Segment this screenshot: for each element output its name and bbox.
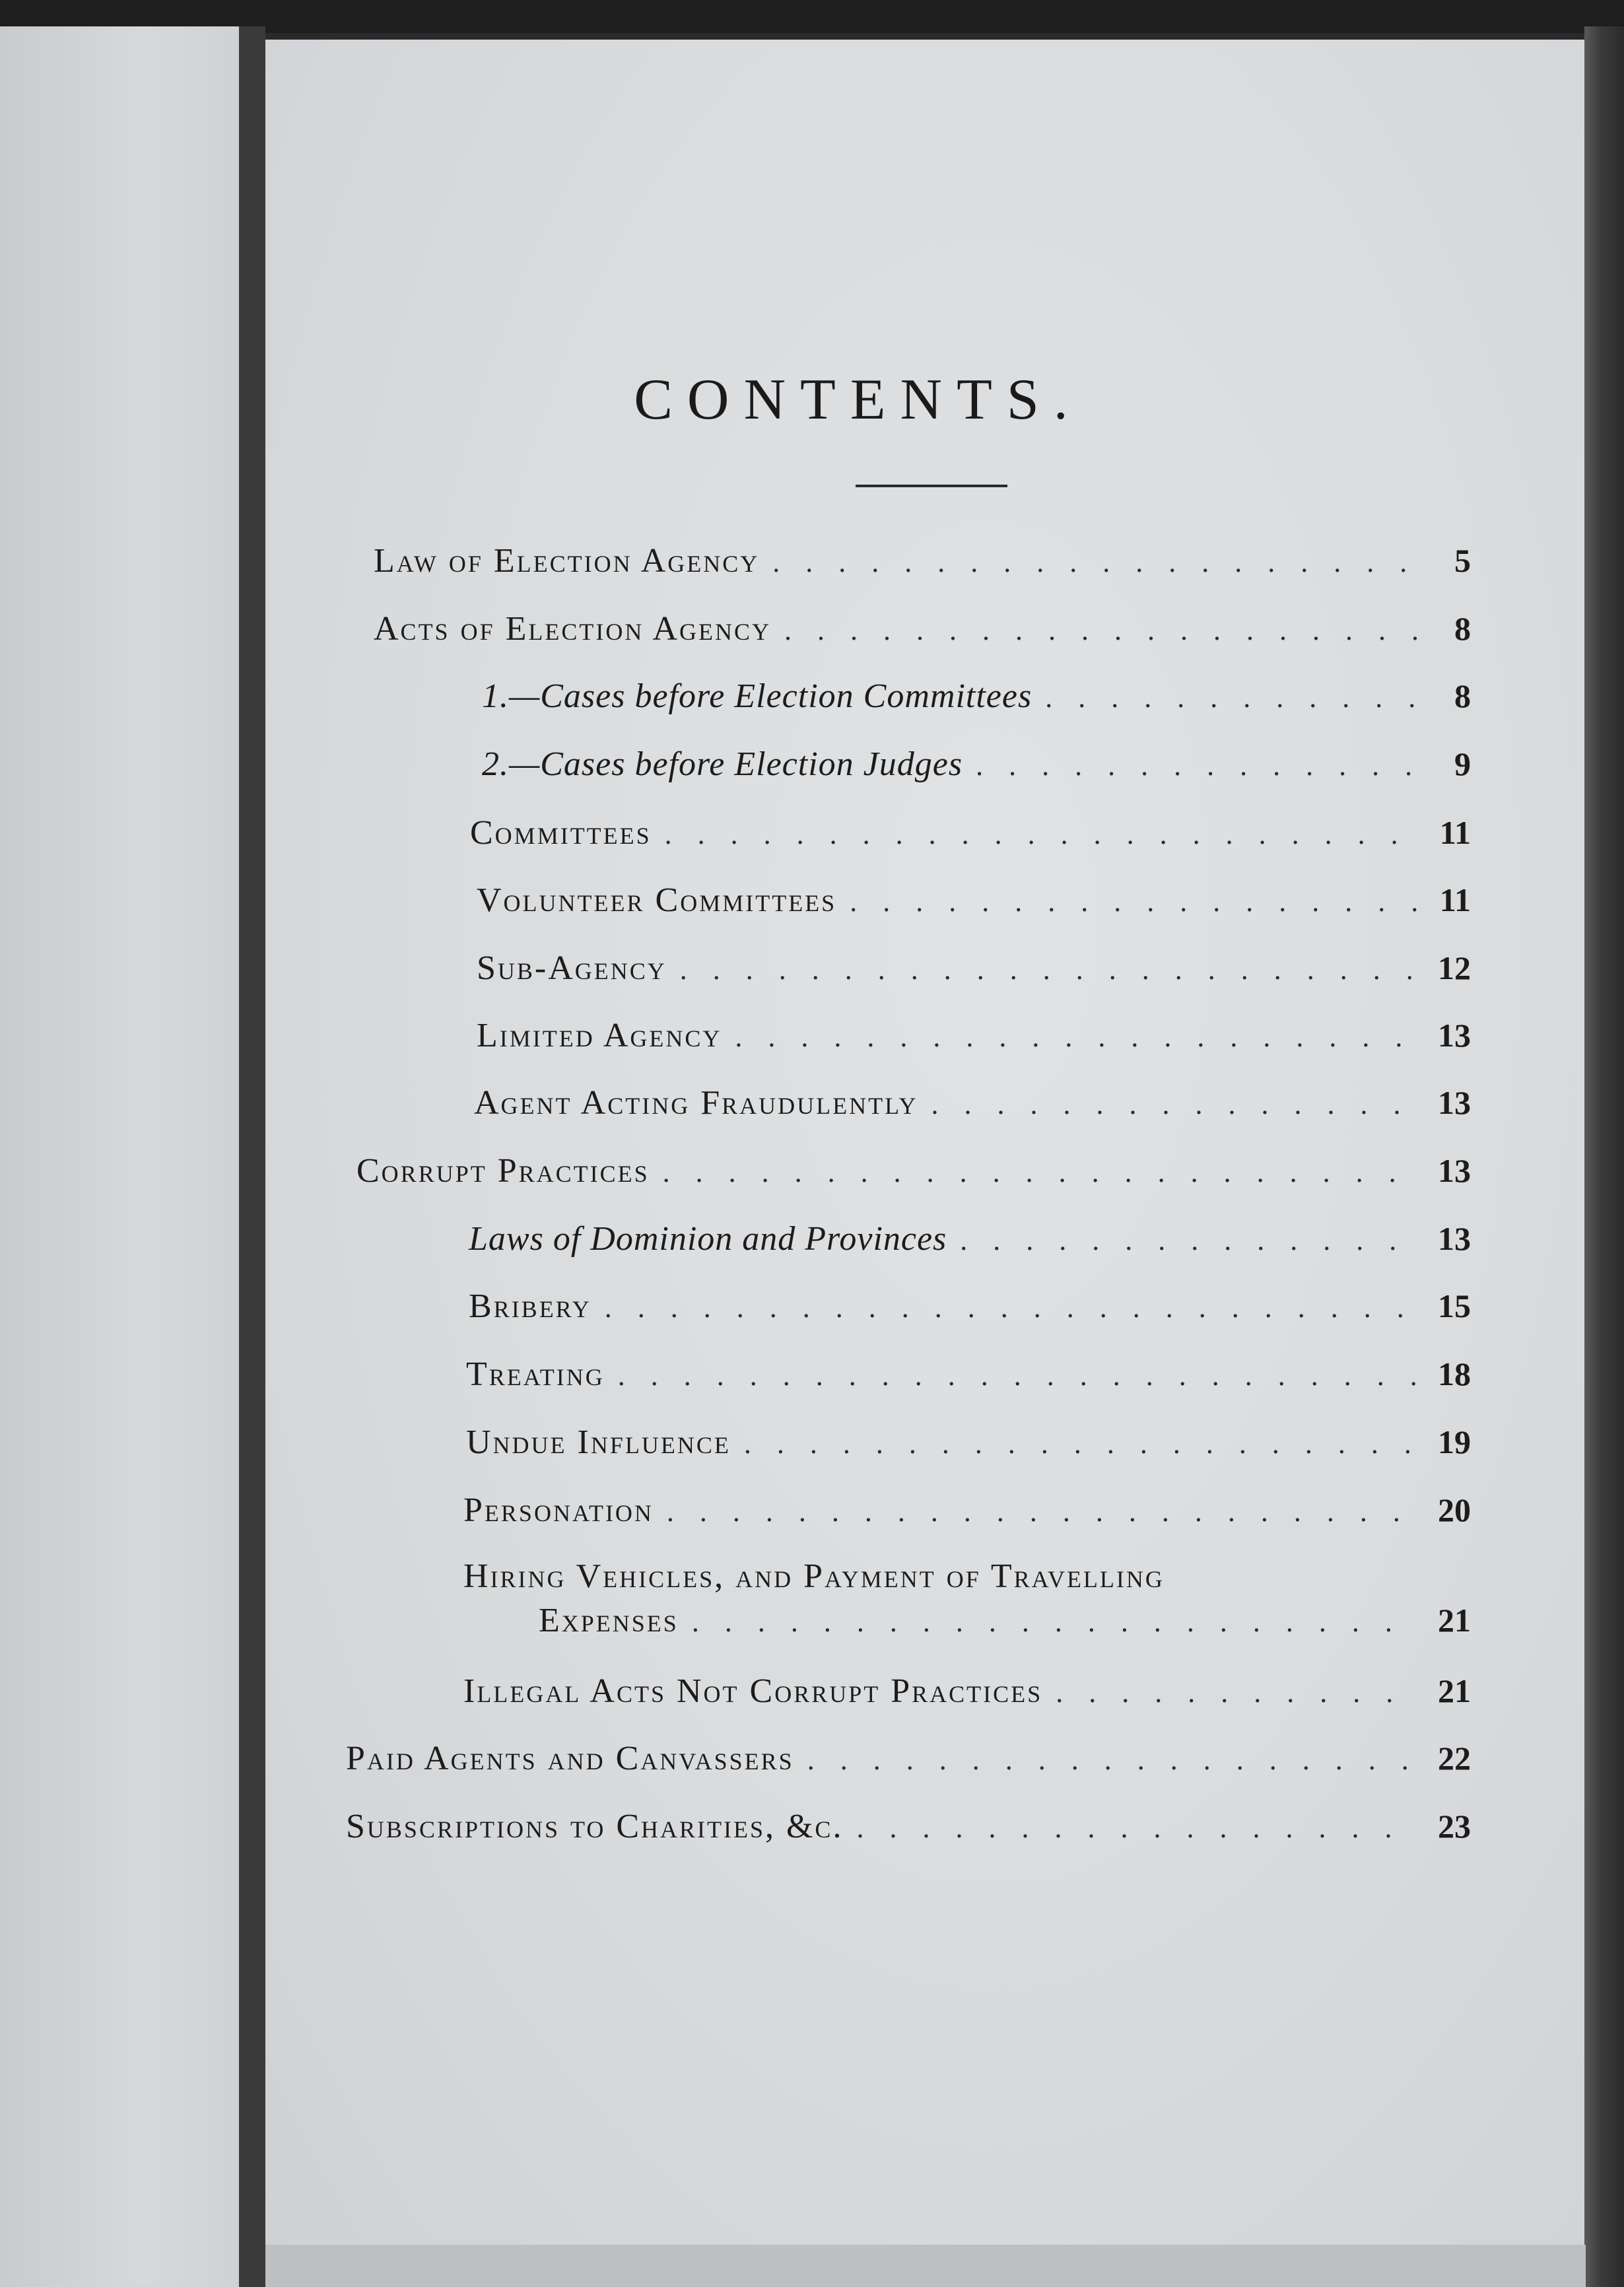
toc-label-line1: Hiring Vehicles, and Payment of Travelling xyxy=(463,1557,1165,1595)
toc-entry-volunteer-committees[interactable] xyxy=(477,881,1471,927)
toc-entry-laws-of-dominion[interactable] xyxy=(469,1219,1471,1266)
leader-dots xyxy=(667,953,1418,986)
toc-page-number: 13 xyxy=(1438,1152,1471,1189)
toc-entry-corrupt-practices[interactable] xyxy=(356,1151,1471,1198)
title-rule xyxy=(856,485,1007,487)
toc-page-number: 8 xyxy=(1454,610,1471,647)
toc-entry-cases-before-judges[interactable] xyxy=(482,745,1471,791)
facing-page xyxy=(0,26,239,2287)
toc-entry-undue-influence[interactable] xyxy=(466,1423,1471,1469)
leader-dots xyxy=(731,1427,1418,1460)
leader-dots xyxy=(722,1020,1418,1054)
toc-label: 1.—Cases before Election Committees xyxy=(482,677,1032,715)
toc-page-number: 8 xyxy=(1454,677,1471,714)
leader-dots xyxy=(918,1087,1418,1121)
leader-dots xyxy=(592,1291,1418,1324)
toc-label: Treating xyxy=(466,1355,605,1393)
page-bottom-margin xyxy=(265,2245,1586,2287)
toc-page-number: 22 xyxy=(1438,1740,1471,1777)
toc-label: Laws of Dominion and Provinces xyxy=(469,1220,947,1258)
toc-entry-second-line xyxy=(463,1601,1471,1640)
toc-page-number: 13 xyxy=(1438,1084,1471,1121)
toc-entry-limited-agency[interactable] xyxy=(477,1016,1471,1062)
leader-dots xyxy=(650,1155,1418,1189)
toc-entry-treating[interactable] xyxy=(466,1355,1471,1401)
toc-page-number: 23 xyxy=(1438,1808,1471,1845)
leader-dots xyxy=(836,885,1418,918)
toc-page-number: 12 xyxy=(1438,949,1471,986)
toc-page-number: 15 xyxy=(1438,1287,1471,1324)
toc-entry-personation[interactable] xyxy=(463,1491,1471,1537)
toc-page-number: 20 xyxy=(1438,1491,1471,1528)
toc-label: Law of Election Agency xyxy=(374,542,760,580)
leader-dots xyxy=(605,1359,1418,1392)
toc-entry-hiring-vehicles[interactable] xyxy=(463,1557,1471,1640)
toc-label: Personation xyxy=(463,1491,654,1529)
toc-entry-sub-agency[interactable] xyxy=(477,949,1471,995)
toc-page-number: 13 xyxy=(1438,1017,1471,1054)
toc-label: Paid Agents and Canvassers xyxy=(346,1740,794,1777)
book-spine xyxy=(239,26,265,2287)
toc-page-number: 21 xyxy=(1438,1602,1471,1639)
toc-label: 2.—Cases before Election Judges xyxy=(482,745,963,783)
toc-entry-cases-before-committees[interactable] xyxy=(482,677,1471,723)
leader-dots xyxy=(1042,1676,1418,1709)
toc-entry-law-of-election-agency[interactable] xyxy=(374,541,1471,588)
toc-label-line2: Expenses xyxy=(539,1602,679,1639)
leader-dots xyxy=(771,613,1418,647)
toc-page-number: 11 xyxy=(1439,814,1471,851)
leader-dots xyxy=(794,1743,1418,1777)
leader-dots xyxy=(759,545,1418,579)
leader-dots xyxy=(652,817,1418,851)
toc-label: Undue Influence xyxy=(466,1423,731,1461)
leader-dots xyxy=(1032,681,1418,714)
page-title: CONTENTS. xyxy=(634,368,1083,432)
toc-entry-bribery[interactable] xyxy=(469,1287,1471,1333)
toc-label: Illegal Acts Not Corrupt Practices xyxy=(463,1672,1043,1710)
toc-label: Volunteer Committees xyxy=(477,881,837,919)
toc-page-number: 21 xyxy=(1438,1672,1471,1709)
toc-page-number: 19 xyxy=(1438,1423,1471,1460)
toc-label: Corrupt Practices xyxy=(356,1152,650,1190)
toc-entry-subscriptions[interactable] xyxy=(346,1807,1471,1853)
leader-dots xyxy=(947,1223,1418,1257)
toc-entry-agent-acting-fraudulently[interactable] xyxy=(474,1083,1471,1130)
leader-dots xyxy=(679,1605,1418,1639)
toc-entry-illegal-acts[interactable] xyxy=(463,1672,1471,1718)
leader-dots xyxy=(843,1811,1418,1845)
toc-page-number: 18 xyxy=(1438,1355,1471,1392)
toc-entry-paid-agents[interactable] xyxy=(346,1739,1471,1785)
toc-label: Limited Agency xyxy=(477,1017,722,1054)
toc-label: Sub-Agency xyxy=(477,949,667,987)
toc-label: Bribery xyxy=(469,1287,592,1325)
toc-page-number: 11 xyxy=(1439,881,1471,918)
toc-entry-acts-of-election-agency[interactable] xyxy=(374,609,1471,656)
toc-label: Acts of Election Agency xyxy=(374,610,772,648)
toc-label: Subscriptions to Charities, &c. xyxy=(346,1808,844,1845)
toc-page-number: 5 xyxy=(1454,542,1471,579)
page-edge xyxy=(1584,26,1624,2287)
leader-dots xyxy=(963,749,1418,782)
toc-label: Agent Acting Fraudulently xyxy=(474,1084,918,1122)
toc-page-number: 9 xyxy=(1454,745,1471,782)
toc-entry-committees[interactable] xyxy=(470,813,1471,860)
leader-dots xyxy=(654,1495,1418,1528)
toc-label: Committees xyxy=(470,814,652,852)
toc-page-number: 13 xyxy=(1438,1220,1471,1257)
